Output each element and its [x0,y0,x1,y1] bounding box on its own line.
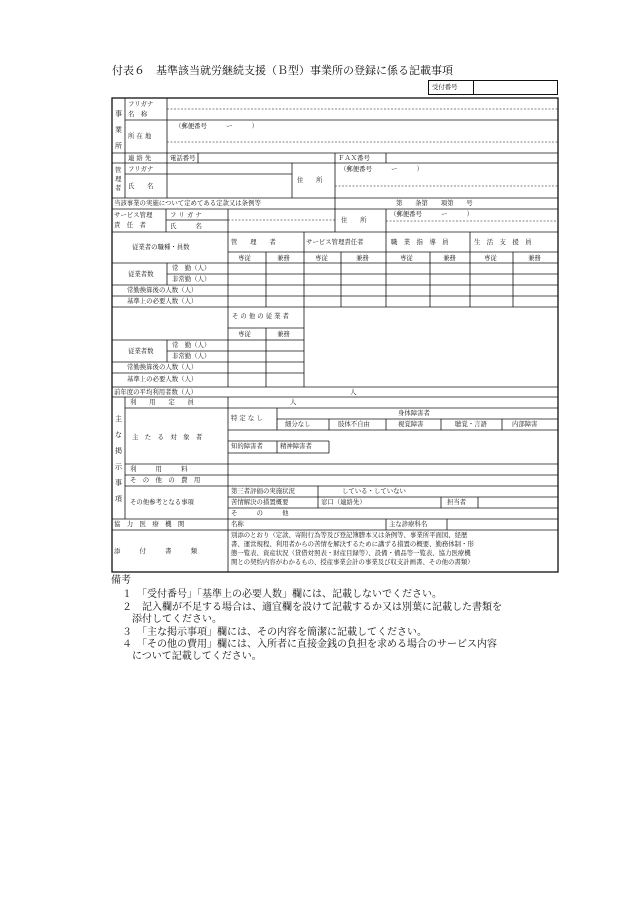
receipt-number-label: 受付番号 [432,83,458,91]
note-item: ４ 「その他の費用」欄には、入所者に直接金銭の負担を求める場合のサービス内容 [122,639,497,650]
fulltime-count-label: 常 勤（人） [172,264,211,272]
notes-heading: 備考 [111,575,131,586]
office-side-char: 所 [115,142,122,150]
main-side-char: 示 [115,463,122,471]
fulltime-count-label: 常 勤（人） [172,341,211,349]
office-postal-code[interactable]: （郵便番号 ー ） [175,122,259,130]
role-header: サービス管理責任者 [306,238,364,246]
concurrent-header: 兼務 [443,254,456,262]
main-side-char: 項 [115,495,122,503]
note-item: １ 「受付番号」「基準上の必要人数」欄には、記載しないでください。 [122,589,442,600]
svc-manager-postal-code[interactable]: （郵便番号 ー ） [390,210,474,218]
main-side-char: な [115,431,122,439]
note-item: 添付してください。 [122,614,222,625]
manager-side-char: 管 [115,166,122,174]
capacity-label: 利 用 定 員 [130,398,194,406]
note-item: ３ 「主な掲示事項」欄には、その内容を簡潔に記載してください。 [122,627,427,638]
note-item: について記載してください。 [122,651,262,662]
svc-manager-side1: サービス管理 [114,211,153,219]
no-spec-label: 特 定 な し [231,414,263,422]
fulltime-header: 専従 [238,330,251,338]
parttime-count-label: 非常勤（人） [172,275,211,283]
subcategory-label: 内部障害 [512,420,538,428]
office-side-char: 業 [115,126,122,134]
coop-medical-label: 協 力 医 療 機 関 [114,520,185,528]
attachment-line: 関との契約内容がわかるもの、授産事業会計の事業及び収支計画書、その他の書類） [231,558,474,566]
capacity-unit: 人 [290,398,297,406]
office-address-label: 所 在 地 [128,132,152,140]
role-header: 管 理 者 [231,238,276,246]
manager-postal-code[interactable]: （郵便番号 ー ） [340,165,424,173]
fulltime-header: 専従 [400,254,413,262]
fulltime-header: 専従 [238,254,251,262]
fee-label: 利 用 料 [130,465,188,473]
svc-manager-address-label: 住 所 [341,216,367,224]
attachment-line: 書、運営規程、利用者からの苦情を解決するために講ずる措置の概要、勤務体制・形 [231,540,474,548]
main-side-char: 主 [115,415,122,423]
office-contact-label: 連 絡 先 [128,154,152,162]
ordinance-value[interactable]: 第 条第 項第 号 [396,199,473,207]
person-label: 担当者 [447,498,467,506]
svc-manager-name-label: 氏 名 [170,222,202,230]
role-header: 職 業 指 導 員 [391,238,449,246]
coop-dept-label: 主な診療科名 [389,520,428,528]
staff-count-label: 従業者数 [128,347,154,355]
other-cost-label: そ の 他 の 費 用 [130,476,201,484]
note-item: ２ 記入欄が不足する場合は、適宜欄を設けて記載するか又は別葉に記載した書類を [122,602,502,613]
main-side-char: 掲 [115,447,122,455]
office-tel-label: 電話番号 [170,154,196,162]
concurrent-header: 兼務 [528,254,541,262]
attachment-line: 態一覧表、資産状況（貸借対照表・財産目録等）、設備・備品等一覧表、協力医療機 [231,549,471,557]
misc-label: そ の 他 [231,509,289,517]
main-side-char: 事 [115,479,122,487]
concurrent-header: 兼務 [277,330,290,338]
svc-manager-furigana-label: フ リ ガ ナ [170,211,202,219]
attachments-label: 添 付 書 類 [114,547,198,555]
complaint-label: 苦情解決の措置概要 [231,498,289,506]
attachment-line: 別添のとおり（定款、寄附行為等及び登記簿謄本又は条例等、事業所平面図、経歴 [231,531,468,539]
coop-name-label: 名称 [231,520,244,528]
svc-manager-side2: 責 任 者 [114,221,146,229]
office-fax-label: ＦＡＸ番号 [338,154,370,162]
office-name-label: 名 称 [128,110,148,118]
window-label: 窓口（連絡先） [321,498,366,506]
role-header: 生 活 支 援 員 [474,238,532,246]
required-count-label: 基準上の必要人数（人） [127,375,198,383]
mental-label: 精神障害者 [280,442,312,450]
third-party-label: 第三者評価の実施状況 [231,487,295,495]
physical-disability-label: 身体障害者 [398,409,430,417]
third-party-value[interactable]: している・していない [342,487,406,495]
avg-users-label: 前年度の平均利用者数（人） [114,388,198,396]
manager-furigana-label: フリガナ [128,165,154,173]
other-items-label: その他参考となる事項 [130,498,194,506]
staff-count-label: 従業者数 [128,270,154,278]
required-count-label: 基準上の必要人数（人） [127,297,198,305]
manager-side-char: 者 [115,184,122,192]
staff-header: 従業者の職種・員数 [132,243,190,251]
page-title: 付表６ 基準該当就労継続支援（Ｂ型）事業所の登録に係る記載事項 [112,64,453,77]
office-furigana-label: フリガナ [128,100,154,108]
manager-address-label: 住 所 [297,176,323,184]
manager-name-label: 氏 名 [128,182,154,190]
avg-users-unit: 人 [350,388,357,396]
intellectual-label: 知的障害者 [231,442,263,450]
converted-count-label: 常勤換算後の人数（人） [127,363,198,371]
fulltime-header: 専従 [315,254,328,262]
parttime-count-label: 非常勤（人） [172,352,211,360]
office-side-char: 事 [115,110,122,118]
target-label: 主 た る 対 象 者 [132,433,203,441]
converted-count-label: 常勤換算後の人数（人） [127,286,198,294]
ordinance-label: 当該事業の実施について定めてある定款又は条例等 [114,199,261,207]
subcategory-label: 聴覚・言語 [455,420,487,428]
subcategory-label: 視覚障害 [398,420,424,428]
subcategory-label: 肢体不自由 [338,420,370,428]
fulltime-header: 専従 [484,254,497,262]
concurrent-header: 兼務 [356,254,369,262]
manager-side-char: 理 [115,175,122,183]
subcategory-label: 細分なし [285,420,311,428]
concurrent-header: 兼務 [277,254,290,262]
other-staff-header: そ の 他 の 従 業 者 [232,312,289,320]
